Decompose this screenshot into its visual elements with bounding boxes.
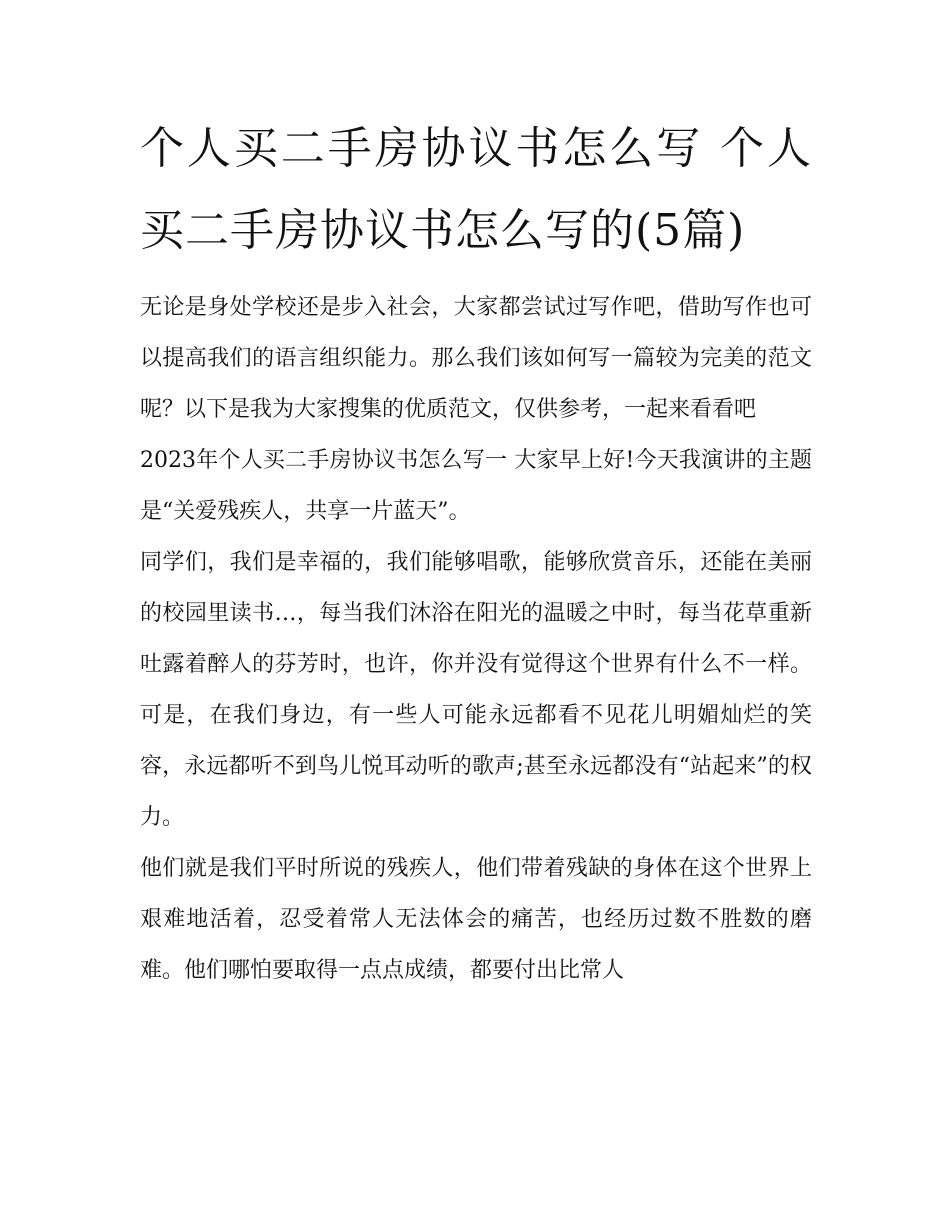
- intro-paragraph: 无论是身处学校还是步入社会，大家都尝试过写作吧，借助写作也可以提高我们的语言组织能力。那么我们该如何写一篇较为完美的范文呢？以下是我为大家搜集的优质范文，仅供参考，一起来看看吧: [140, 295, 812, 422]
- speech-opening-paragraph: 2023年个人买二手房协议书怎么写一 大家早上好!今天我演讲的主题是“关爱残疾人，共享一片蓝天”。: [140, 448, 812, 524]
- speech-body-paragraph: 同学们，我们是幸福的，我们能够唱歌，能够欣赏音乐，还能在美丽的校园里读书…，每当我们沐浴在阳光的温暖之中时，每当花草重新吐露着醉人的芬芳时，也许，你并没有觉得这个世界有什么不一样。可是，在我们身边，有一些人可能永远都看不见花儿明媚灿烂的笑容，永远都听不到鸟儿悦耳动听的歌声;甚至永远都没有“站起来”的权力。: [140, 550, 812, 830]
- speech-closing-paragraph: 他们就是我们平时所说的残疾人，他们带着残缺的身体在这个世界上艰难地活着，忍受着常人无法体会的痛苦，也经历过数不胜数的磨难。他们哪怕要取得一点点成绩，都要付出比常人: [140, 856, 812, 983]
- document-body: [140, 108, 812, 996]
- document-title: 个人买二手房协议书怎么写 个人买二手房协议书怎么写的(5篇): [140, 123, 812, 256]
